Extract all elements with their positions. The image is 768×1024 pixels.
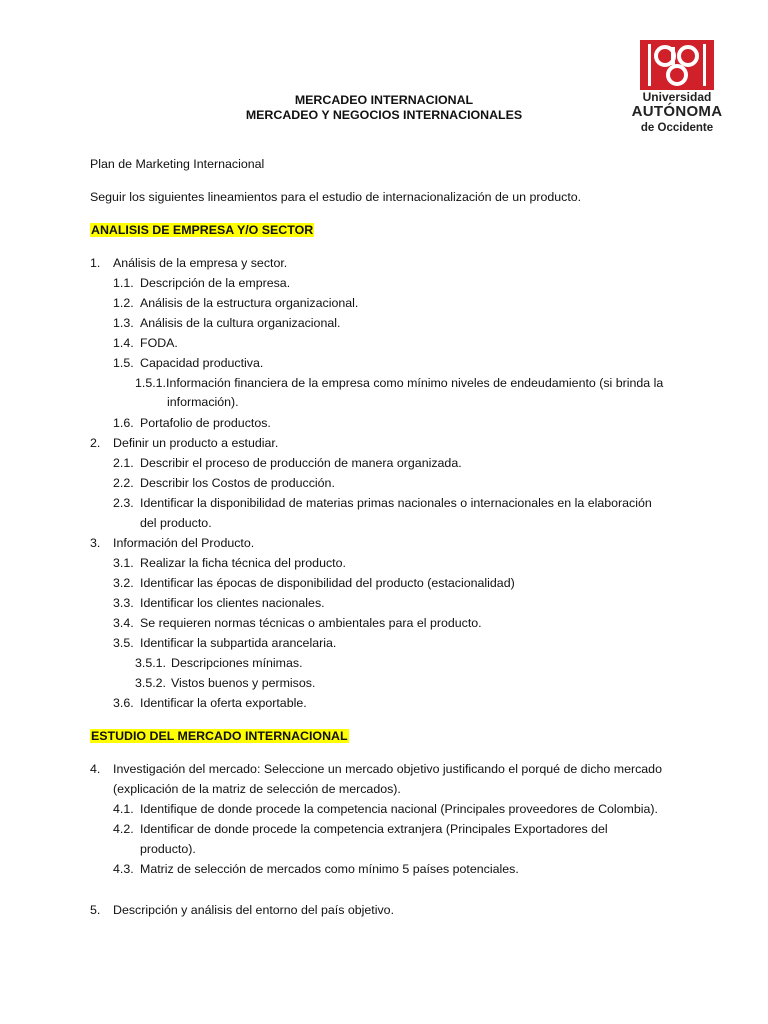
item-number: 3.1.: [113, 556, 134, 570]
list-item: [113, 474, 335, 492]
list-item-continuation: [140, 514, 212, 532]
list-item: [113, 334, 178, 352]
item-number: 1.3.: [113, 316, 134, 330]
list-item: [113, 820, 608, 838]
list-item: [113, 454, 462, 472]
item-number: 1.1.: [113, 276, 134, 290]
section-heading-empresa: [90, 221, 314, 239]
item-number: 4.2.: [113, 822, 134, 836]
item-text: Identificar los clientes nacionales.: [140, 596, 325, 610]
item-text: Descripción de la empresa.: [140, 276, 291, 290]
list-item: [135, 674, 315, 692]
logo-line-1: Universidad: [642, 90, 712, 104]
list-item: [135, 374, 663, 392]
item-text: Análisis de la empresa y sector.: [113, 256, 288, 270]
item-text: Describir los Costos de producción.: [140, 476, 335, 490]
item-number: 3.5.2.: [135, 676, 167, 690]
item-number: 2.1.: [113, 456, 134, 470]
item-number: 1.5.: [113, 356, 134, 370]
list-item: [113, 594, 325, 612]
item-number: 3.3.: [113, 596, 134, 610]
item-number: 1.6.: [113, 416, 134, 430]
item-number: 2.: [90, 436, 101, 450]
item-text: Realizar la ficha técnica del producto.: [140, 556, 346, 570]
item-number: 3.: [90, 536, 101, 550]
item-text: Identifique de donde procede la competencia nacional (Principales proveedores de Colombia).: [140, 802, 658, 816]
item-number: 1.2.: [113, 296, 134, 310]
document-subtitle: MERCADEO Y NEGOCIOS INTERNACIONALES: [245, 108, 523, 122]
list-item: [113, 694, 307, 712]
logo-line-3: de Occidente: [640, 122, 714, 134]
item-number: 1.4.: [113, 336, 134, 350]
item-number: 4.1.: [113, 802, 134, 816]
item-number: 3.2.: [113, 576, 134, 590]
item-text: producto).: [140, 842, 196, 856]
item-text: Información financiera de la empresa como mínimo niveles de endeudamiento (si brinda la: [166, 376, 664, 390]
list-item: [113, 274, 290, 292]
university-logo: [622, 40, 732, 150]
item-number: 2.3.: [113, 496, 134, 510]
list-item: [113, 614, 482, 632]
item-text: del producto.: [140, 516, 212, 530]
list-item: [113, 574, 515, 592]
item-text: Matriz de selección de mercados como mínimo 5 países potenciales.: [140, 862, 519, 876]
item-text: Análisis de la cultura organizacional.: [140, 316, 341, 330]
item-text: información).: [167, 395, 239, 409]
item-text: Portafolio de productos.: [140, 416, 271, 430]
list-item: [90, 760, 662, 778]
list-item: [90, 534, 254, 552]
list-item: [135, 654, 303, 672]
item-text: Identificar de donde procede la competencia extranjera (Principales Exportadores del: [140, 822, 608, 836]
list-item-continuation: [113, 780, 401, 798]
list-item: [113, 494, 652, 512]
item-text: Vistos buenos y permisos.: [171, 676, 316, 690]
list-item: [113, 354, 263, 372]
item-number: 4.3.: [113, 862, 134, 876]
item-text: Identificar la subpartida arancelaria.: [140, 636, 337, 650]
intro-text: Seguir los siguientes lineamientos para el estudio de internacionalización de un producto.: [90, 190, 582, 204]
item-text: Identificar la oferta exportable.: [140, 696, 307, 710]
item-text: Capacidad productiva.: [140, 356, 264, 370]
item-text: Descripción y análisis del entorno del país objetivo.: [113, 903, 395, 917]
university-logo-mark-icon: [640, 40, 714, 90]
list-item: [90, 254, 287, 272]
item-number: 3.5.1.: [135, 656, 167, 670]
item-number: 3.4.: [113, 616, 134, 630]
plan-title: Plan de Marketing Internacional: [90, 157, 265, 171]
item-text: Análisis de la estructura organizacional.: [140, 296, 359, 310]
item-text: Descripciones mínimas.: [171, 656, 303, 670]
list-item: [90, 434, 278, 452]
list-item-continuation: [167, 393, 239, 411]
item-text: FODA.: [140, 336, 178, 350]
item-text: Investigación del mercado: Seleccione un mercado objetivo justificando el porqué de dicho mercado: [113, 762, 662, 776]
list-item: [113, 800, 658, 818]
item-text: Se requieren normas técnicas o ambientales para el producto.: [140, 616, 482, 630]
list-item: [113, 860, 519, 878]
item-number: 5.: [90, 903, 101, 917]
item-text: (explicación de la matriz de selección de mercados).: [113, 782, 401, 796]
item-text: Información del Producto.: [113, 536, 255, 550]
list-item: [113, 294, 358, 312]
item-number: 2.2.: [113, 476, 134, 490]
item-number: 1.: [90, 256, 101, 270]
highlighted-heading: ESTUDIO DEL MERCADO INTERNACIONAL: [91, 729, 348, 743]
list-item-continuation: [140, 840, 196, 858]
item-text: Definir un producto a estudiar.: [113, 436, 279, 450]
document-title: MERCADEO INTERNACIONAL: [294, 93, 474, 107]
item-number: 3.6.: [113, 696, 134, 710]
item-text: Identificar la disponibilidad de materias primas nacionales o internacionales en la elaboración: [140, 496, 652, 510]
logo-line-2: AUTÓNOMA: [631, 103, 723, 120]
list-item: [90, 901, 394, 919]
item-number: 1.5.1.: [135, 376, 167, 390]
item-number: 3.5.: [113, 636, 134, 650]
section-heading-mercado: [90, 727, 349, 745]
highlighted-heading: ANALISIS DE EMPRESA Y/O SECTOR: [91, 223, 314, 237]
list-item: [113, 554, 346, 572]
item-text: Describir el proceso de producción de manera organizada.: [140, 456, 462, 470]
list-item: [113, 414, 271, 432]
item-text: Identificar las épocas de disponibilidad del producto (estacionalidad): [140, 576, 515, 590]
item-number: 4.: [90, 762, 101, 776]
list-item: [113, 634, 336, 652]
list-item: [113, 314, 340, 332]
